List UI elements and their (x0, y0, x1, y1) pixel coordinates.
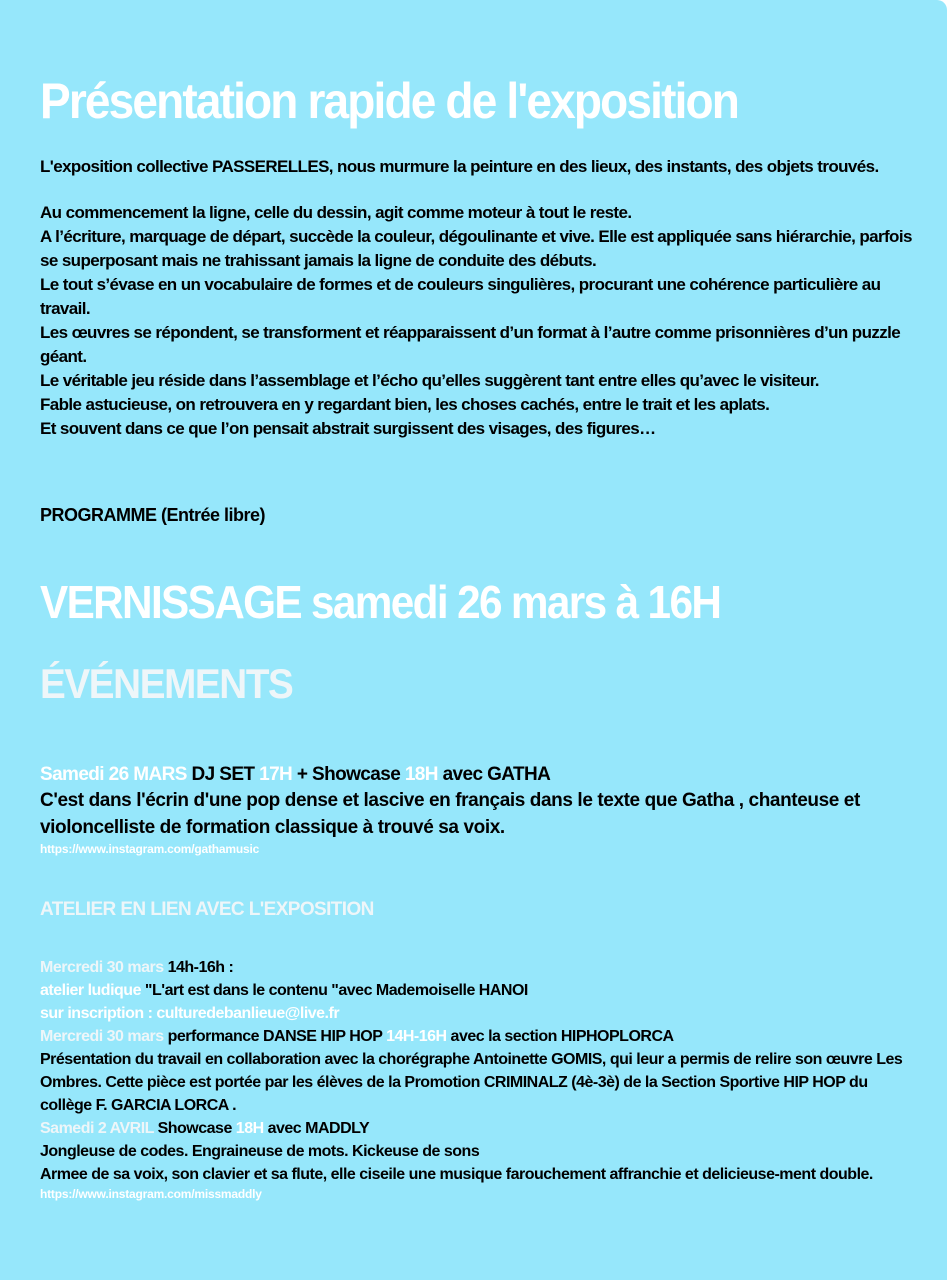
event-gatha-description: C'est dans l'écrin d'une pop dense et lascive en français dans le texte que Gatha , chanteuse et violoncelliste de formation classique à trouvé sa voix. (40, 790, 860, 838)
showcase-text: Showcase (153, 1120, 236, 1137)
intro-text (40, 155, 912, 441)
atelier-label: atelier ludique (40, 982, 141, 999)
event-time: 17H (259, 764, 293, 785)
intro-line: A l’écriture, marquage de départ, succède la couleur, dégoulinante et vive. Elle est appliquée sans hiérarchie, parfois se superposant mais ne trahissant jamais la ligne de conduite des débuts. (40, 227, 912, 270)
event-gatha-header (40, 763, 910, 787)
event-gatha (40, 763, 910, 857)
event-dj: DJ SET (186, 764, 260, 785)
atelier-heading: ATELIER EN LIEN AVEC L'EXPOSITION (40, 899, 374, 920)
event-date: Mercredi 30 mars (40, 1028, 164, 1045)
maddly-tagline: Jongleuse de codes. Engraineuse de mots. Kickeuse de sons (40, 1143, 480, 1160)
intro-line: Le tout s’évase en un vocabulaire de formes et de couleurs singulières, procurant une cohérence particulière au travail. (40, 275, 881, 318)
page-title: Présentation rapide de l'exposition (40, 73, 739, 129)
performance-description: Présentation du travail en collaboration avec la chorégraphe Antoinette GOMIS, qui leur a permis de relire son œuvre Les Ombres. Cette pièce est portée par les élèves de la Promotion CRIMINALZ (4è-3è) de la Section Sportive HIP HOP du collège F. GARCIA LORCA . (40, 1051, 903, 1114)
event-time: 18H (404, 764, 438, 785)
event-time: 14h-16h : (163, 959, 234, 976)
atelier-line (40, 979, 912, 1002)
programme-heading: PROGRAMME (Entrée libre) (40, 505, 266, 525)
event-plus: + Showcase (292, 764, 405, 785)
section-text: avec la section HIPHOPLORCA (446, 1028, 674, 1045)
event-date: Samedi 2 AVRIL (40, 1120, 154, 1137)
atelier-line (40, 956, 912, 979)
evenements-heading: ÉVÉNEMENTS (40, 660, 293, 707)
gatha-instagram-link[interactable]: https://www.instagram.com/gathamusic (40, 842, 260, 856)
event-artist: avec GATHA (437, 764, 551, 785)
event-time: 14H-16H (386, 1028, 447, 1045)
intro-line: Fable astucieuse, on retrouvera en y regardant bien, les choses cachés, entre le trait et les aplats. (40, 395, 770, 414)
vernissage-word: VERNISSAGE (40, 576, 301, 628)
event-date: Samedi 26 MARS (40, 764, 187, 785)
atelier-text: "L'art est dans le contenu "avec Mademoiselle HANOI (140, 982, 528, 999)
atelier-events (40, 956, 912, 1202)
artist-text: avec MADDLY (263, 1120, 370, 1137)
atelier-line (40, 1025, 912, 1048)
intro-paragraph: L'exposition collective PASSERELLES, nous murmure la peinture en des lieux, des instants, des objets trouvés. (40, 157, 879, 176)
intro-line: Les œuvres se répondent, se transforment et réapparaissent d’un format à l’autre comme prisonnières d’un puzzle géant. (40, 323, 901, 366)
maddly-instagram-link[interactable]: https://www.instagram.com/missmaddly (40, 1187, 262, 1201)
performance-text: performance DANSE HIP HOP (163, 1028, 387, 1045)
vernissage-date: samedi 26 mars à 16H (300, 576, 721, 628)
intro-line: Et souvent dans ce que l’on pensait abstrait surgissent des visages, des figures… (40, 419, 656, 438)
event-time: 18H (235, 1120, 264, 1137)
intro-line: Le véritable jeu réside dans l’assemblage et l’écho qu’elles suggèrent tant entre elles qu’avec le visiteur. (40, 371, 819, 390)
maddly-description: Armee de sa voix, son clavier et sa flute, elle ciseile une musique farouchement affranchie et delicieuse-ment double. (40, 1166, 873, 1183)
event-date: Mercredi 30 mars (40, 959, 164, 976)
intro-line: Au commencement la ligne, celle du dessin, agit comme moteur à tout le reste. (40, 203, 632, 222)
vernissage-heading (40, 575, 720, 629)
atelier-line (40, 1117, 912, 1140)
inscription-line: sur inscription : culturedebanlieue@live.fr (40, 1005, 340, 1022)
